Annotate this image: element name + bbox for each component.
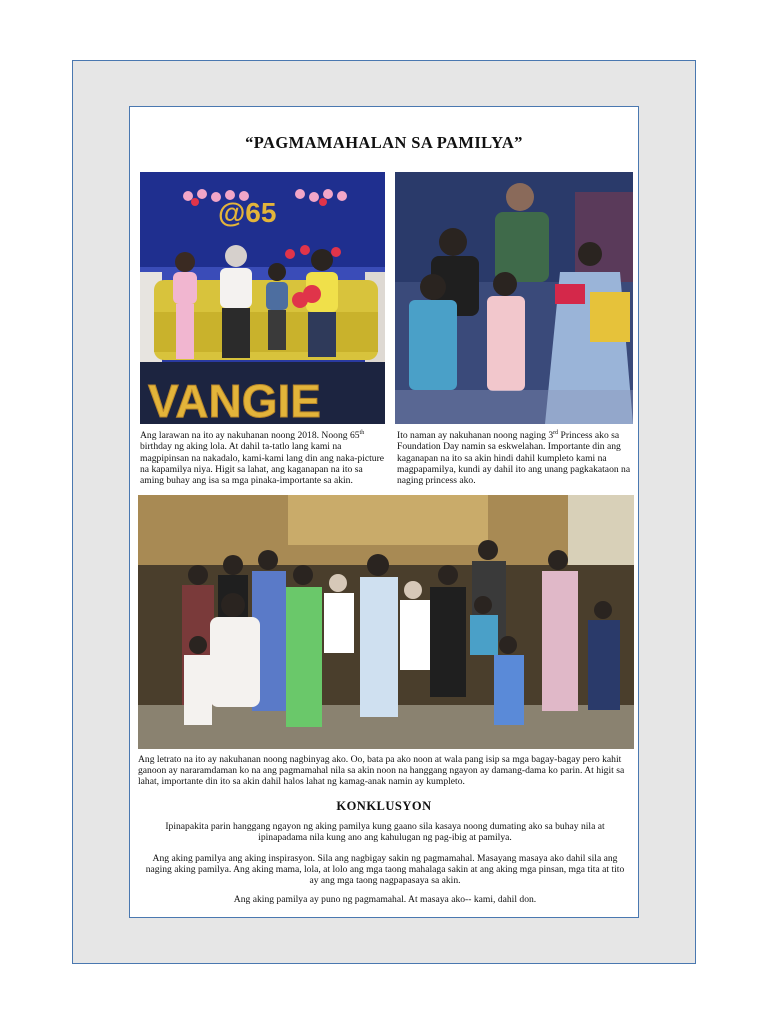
conclusion-paragraph: Ang aking pamilya ang aking inspirasyon. Sila ang nagbigay sakin ng pagmamahal. Masayang masaya ako dahil sila ang naging aking pamilya. Ang aking mama, lola, at lolo ang mga taong mahalaga sakin at ang aking mga pinsan, mga tita at tito ay ang mga taong nagpapasaya sa akin.: [145, 853, 625, 887]
document-page: [129, 106, 639, 918]
conclusion-heading: KONKLUSYON: [336, 799, 432, 813]
birthday-banner-text: @65: [218, 197, 277, 228]
conclusion-paragraph: Ang aking pamilya ay puno ng pagmamahal. At masaya ako-- kami, dahil don.: [233, 894, 537, 905]
photo-princess: [395, 172, 633, 424]
caption-baptism: Ang letrato na ito ay nakuhanan noong nagbinyag ako. Oo, bata pa ako noon at wala pang isip sa mga bagay-bagay pero kahit ganoon ay nararamdaman ko na ang pagmamahal nila sa akin noon na hanggang ngayon ay damang-dama ko parin. At higit sa lahat, importante din ito sa akin dahil halos lahat ng kamag-anak namin ay kumpleto.: [138, 754, 625, 788]
caption-princess: Ito naman ay nakuhanan noong naging 3rd Princess ako sa Foundation Day namin sa eskwelahan. Importante din ang kaganapan na ito sa akin hindi dahil kumpleto kami na magpapamilya, kundi ay dahil ito ang unang pagkakataon na naging princess ako.: [397, 430, 631, 486]
photo-birthday: [140, 172, 385, 424]
photo-baptism: [138, 495, 634, 749]
conclusion-paragraph: Ipinapakita parin hanggang ngayon ng aking pamilya kung gaano sila kasaya noong dumating ako sa buhay nila at ipinapadama nila kung ano ang kahulugan ng pag-ibig at pamilya.: [165, 821, 605, 844]
page-title: “PAGMAMAHALAN SA PAMILYA”: [245, 133, 523, 152]
caption-birthday: Ang larawan na ito ay nakuhanan noong 2018. Noong 65th birthday ng aking lola. At dahil ta-tatlo lang kami na magpipinsan na nakadalo, kami-kami lang din ang naka-picture na kapamilya niya. Higit sa lahat, ang kaganapan na ito sa aming buhay ang isa sa mga pinaka-importante sa akin.: [140, 430, 385, 486]
vangie-balloon-letters: VANGIE: [148, 375, 321, 424]
